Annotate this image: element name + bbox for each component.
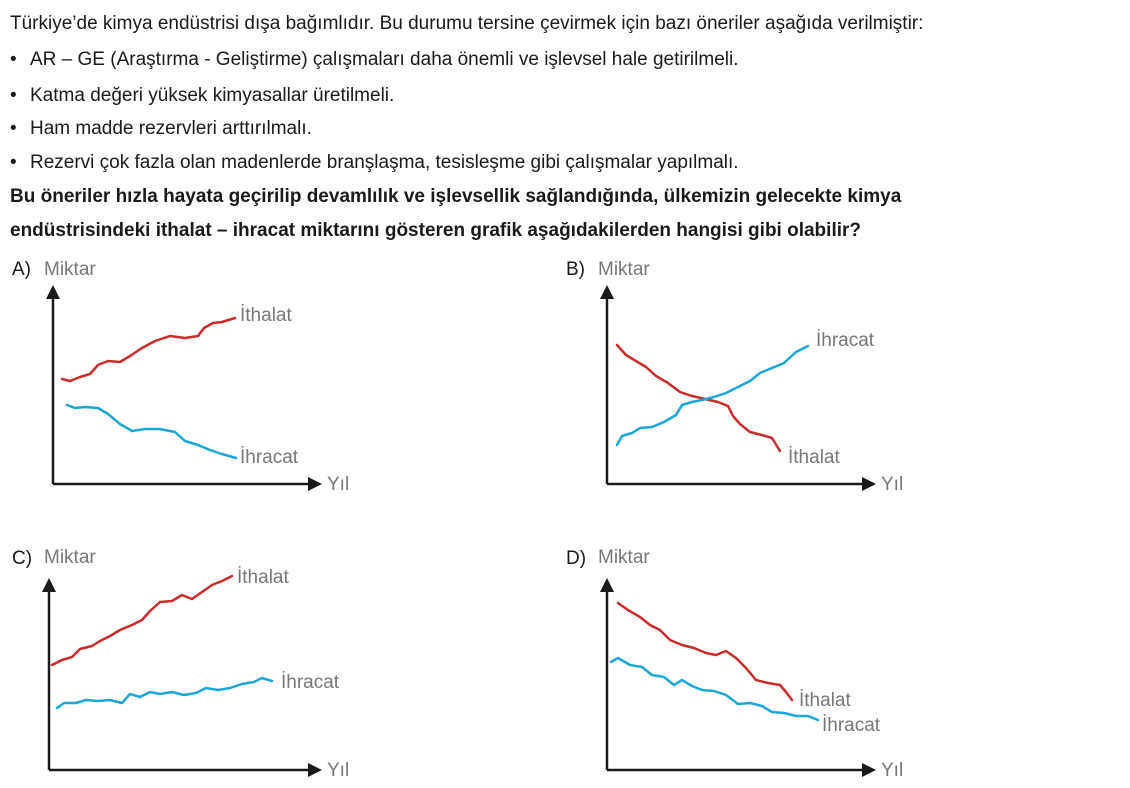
bullet-text: Katma değeri yüksek kimyasallar üretilmeli. [30, 85, 395, 106]
x-axis-label: Yıl [327, 474, 350, 495]
option-letter: B) [566, 259, 585, 280]
axes [600, 578, 876, 777]
x-axis-label: Yıl [881, 760, 904, 781]
series-label-ithalat: İthalat [788, 447, 840, 468]
y-axis-label: Miktar [44, 547, 96, 568]
series-label-ihracat: İhracat [240, 447, 299, 468]
x-axis-label: Yıl [881, 474, 904, 495]
series-label-ithalat: İthalat [237, 567, 289, 588]
bullet-text: Rezervi çok fazla olan madenlerde branşlaşma, tesisleşme gibi çalışmalar yapılmalı. [30, 152, 739, 173]
series-label-ithalat: İthalat [240, 305, 292, 326]
y-axis-arrow [600, 578, 614, 592]
bullet-symbol: • [10, 152, 17, 173]
y-axis-label: Miktar [598, 547, 650, 568]
question-prompt-line-1: Bu öneriler hızla hayata geçirilip devamlılık ve işlevsellik sağlandığında, ülkemizin gelecekte kimya [10, 186, 902, 207]
y-axis-label: Miktar [598, 259, 650, 280]
bullet-text: Ham madde rezervleri arttırılmalı. [30, 118, 312, 139]
x-axis-label: Yıl [327, 760, 350, 781]
bullet-text: AR – GE (Araştırma - Geliştirme) çalışmaları daha önemli ve işlevsel hale getirilmeli. [30, 49, 739, 70]
option-letter: C) [12, 548, 33, 569]
ithalat-line [618, 603, 792, 700]
series-label-ihracat: İhracat [281, 672, 340, 693]
option-letter: D) [566, 548, 587, 569]
series-label-ihracat: İhracat [822, 715, 881, 736]
bullet-symbol: • [10, 118, 17, 139]
question-intro: Türkiye’de kimya endüstrisi dışa bağımlıdır. Bu durumu tersine çevirmek için bazı öneriler aşağıda verilmiştir: [10, 13, 924, 34]
bullet-symbol: • [10, 85, 17, 106]
ihracat-line [611, 658, 818, 720]
x-axis-arrow [862, 763, 876, 777]
series-label-ithalat: İthalat [799, 690, 851, 711]
y-axis-label: Miktar [44, 259, 96, 280]
bullet-symbol: • [10, 49, 17, 70]
series-label-ihracat: İhracat [816, 330, 875, 351]
option-letter: A) [12, 259, 31, 280]
question-prompt-line-2: endüstrisindeki ithalat – ihracat miktarını gösteren grafik aşağıdakilerden hangisi gibi olabilir? [10, 220, 862, 241]
